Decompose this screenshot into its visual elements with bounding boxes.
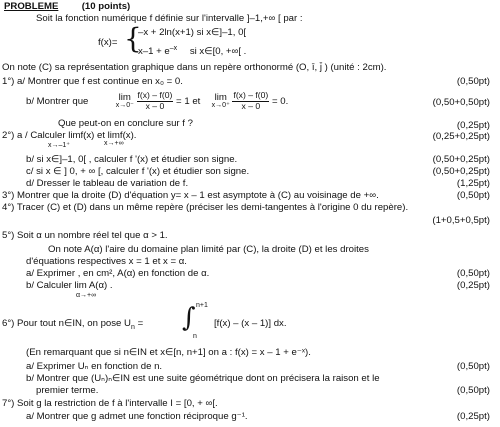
q7-intro: 7°) Soit g la restriction de f à l'intervalle I = [0, + ∞[. xyxy=(2,398,218,409)
q2-b-points: (0,50+0,25pt) xyxy=(432,154,490,165)
q6-pre: 6°) Pour tout n∈IN, on pose $U_n$ = xyxy=(2,318,144,331)
brace-symbol: { xyxy=(124,22,142,55)
integral-symbol: ∫ xyxy=(182,303,196,333)
fx-label: f(x)= xyxy=(98,37,118,48)
intro-line-2: On note (C) sa représentation graphique dans un repère orthonormé (O, ī, j̄ ) (unité : 2cm). xyxy=(2,62,387,73)
q5-b-sub: α→+∞ xyxy=(76,292,97,299)
q5-b-points: (0,25pt) xyxy=(456,280,490,291)
q1-c-points: (0,25pt) xyxy=(456,120,490,131)
q5-b: b/ Calculer lim A(α) . xyxy=(26,280,113,291)
q6-b-line-2: premier terme. xyxy=(36,385,99,396)
q2-c-points: (0,50+0,25pt) xyxy=(432,166,490,177)
q6-b-points: (0,50pt) xyxy=(456,385,490,396)
q3: 3°) Montrer que la droite (D) d'équation y= x – 1 est asymptote à (C) au voisinage de +∞. xyxy=(2,190,379,201)
q2-d: d/ Dresser le tableau de variation de f. xyxy=(26,178,189,189)
q6-upper-bound: n+1 xyxy=(196,302,208,309)
problem-title: PROBLEME xyxy=(4,1,59,12)
q2-a-sub1: x→–1⁺ xyxy=(48,142,70,149)
q1-b: b/ Montrer que lim x→0⁻ $\frac{f(x) - f(0)}{x - 0}$ = 1 et lim x→0⁺ $\frac{f(x) - f(0)}{x - 0}$ = 0. xyxy=(26,90,289,111)
q6-b-line-1: b/ Montrer que (Uₙ)ₙ∈IN est une suite géométrique dont on précisera la raison et le xyxy=(26,373,380,384)
q2-c: c/ si x ∈ ] 0, + ∞ [, calculer f '(x) et étudier son signe. xyxy=(26,166,250,177)
case-1: –x + 2ln(x+1) si x∈]–1, 0[ xyxy=(138,27,247,38)
q5-a: a/ Exprimer , en cm², A(α) en fonction de α. xyxy=(26,268,210,279)
q3-points: (0,50pt) xyxy=(456,190,490,201)
case-2: $x-1 + e^{-x}$ si x∈[0, +∞[ . xyxy=(138,45,247,58)
q2-a: 2°) a / Calculer limf(x) et limf(x). xyxy=(2,130,137,141)
q2-b: b/ si x∈]–1, 0[ , calculer f '(x) et étudier son signe. xyxy=(26,154,238,165)
q5-a-points: (0,50pt) xyxy=(456,268,490,279)
q6-a: a/ Exprimer Uₙ en fonction de n. xyxy=(26,361,163,372)
q6-integrand: [f(x) – (x – 1)] dx. xyxy=(214,318,287,329)
q1-c: Que peut-on en conclure sur f ? xyxy=(58,118,193,129)
q5-line-2: d'équations respectives x = 1 et x = α. xyxy=(26,256,187,267)
q1-a-points: (0,50pt) xyxy=(456,76,490,87)
q1-b-points: (0,50+0,50pt) xyxy=(432,97,490,108)
q7-a-points: (0,25pt) xyxy=(456,411,490,422)
q6-a-points: (0,50pt) xyxy=(456,361,490,372)
q6-lower-bound: n xyxy=(193,333,197,340)
q2-a-sub2: x→+∞ xyxy=(104,140,124,147)
q5-line-1: On note A(α) l'aire du domaine plan limité par (C), la droite (D) et les droites xyxy=(48,244,369,255)
q5-intro: 5°) Soit α un nombre réel tel que α > 1. xyxy=(2,230,168,241)
problem-points: (10 points) xyxy=(81,1,131,12)
q4-points: (1+0,5+0,5pt) xyxy=(432,215,490,226)
q7-a: a/ Montrer que g admet une fonction réciproque g⁻¹. xyxy=(26,411,248,422)
q2-a-points: (0,25+0,25pt) xyxy=(432,131,490,142)
intro-line: Soit la fonction numérique f définie sur l'intervalle ]–1,+∞ [ par : xyxy=(36,13,303,24)
q1-a: 1°) a/ Montrer que f est continue en x₀ = 0. xyxy=(2,76,183,87)
q4: 4°) Tracer (C) et (D) dans un même repère (préciser les demi-tangentes à l'origine 0 du repère). xyxy=(2,202,409,213)
q2-d-points: (1,25pt) xyxy=(456,178,490,189)
q6-remark: (En remarquant que si n∈IN et x∈[n, n+1] on a : f(x) = x – 1 + e⁻ˣ). xyxy=(26,347,311,358)
